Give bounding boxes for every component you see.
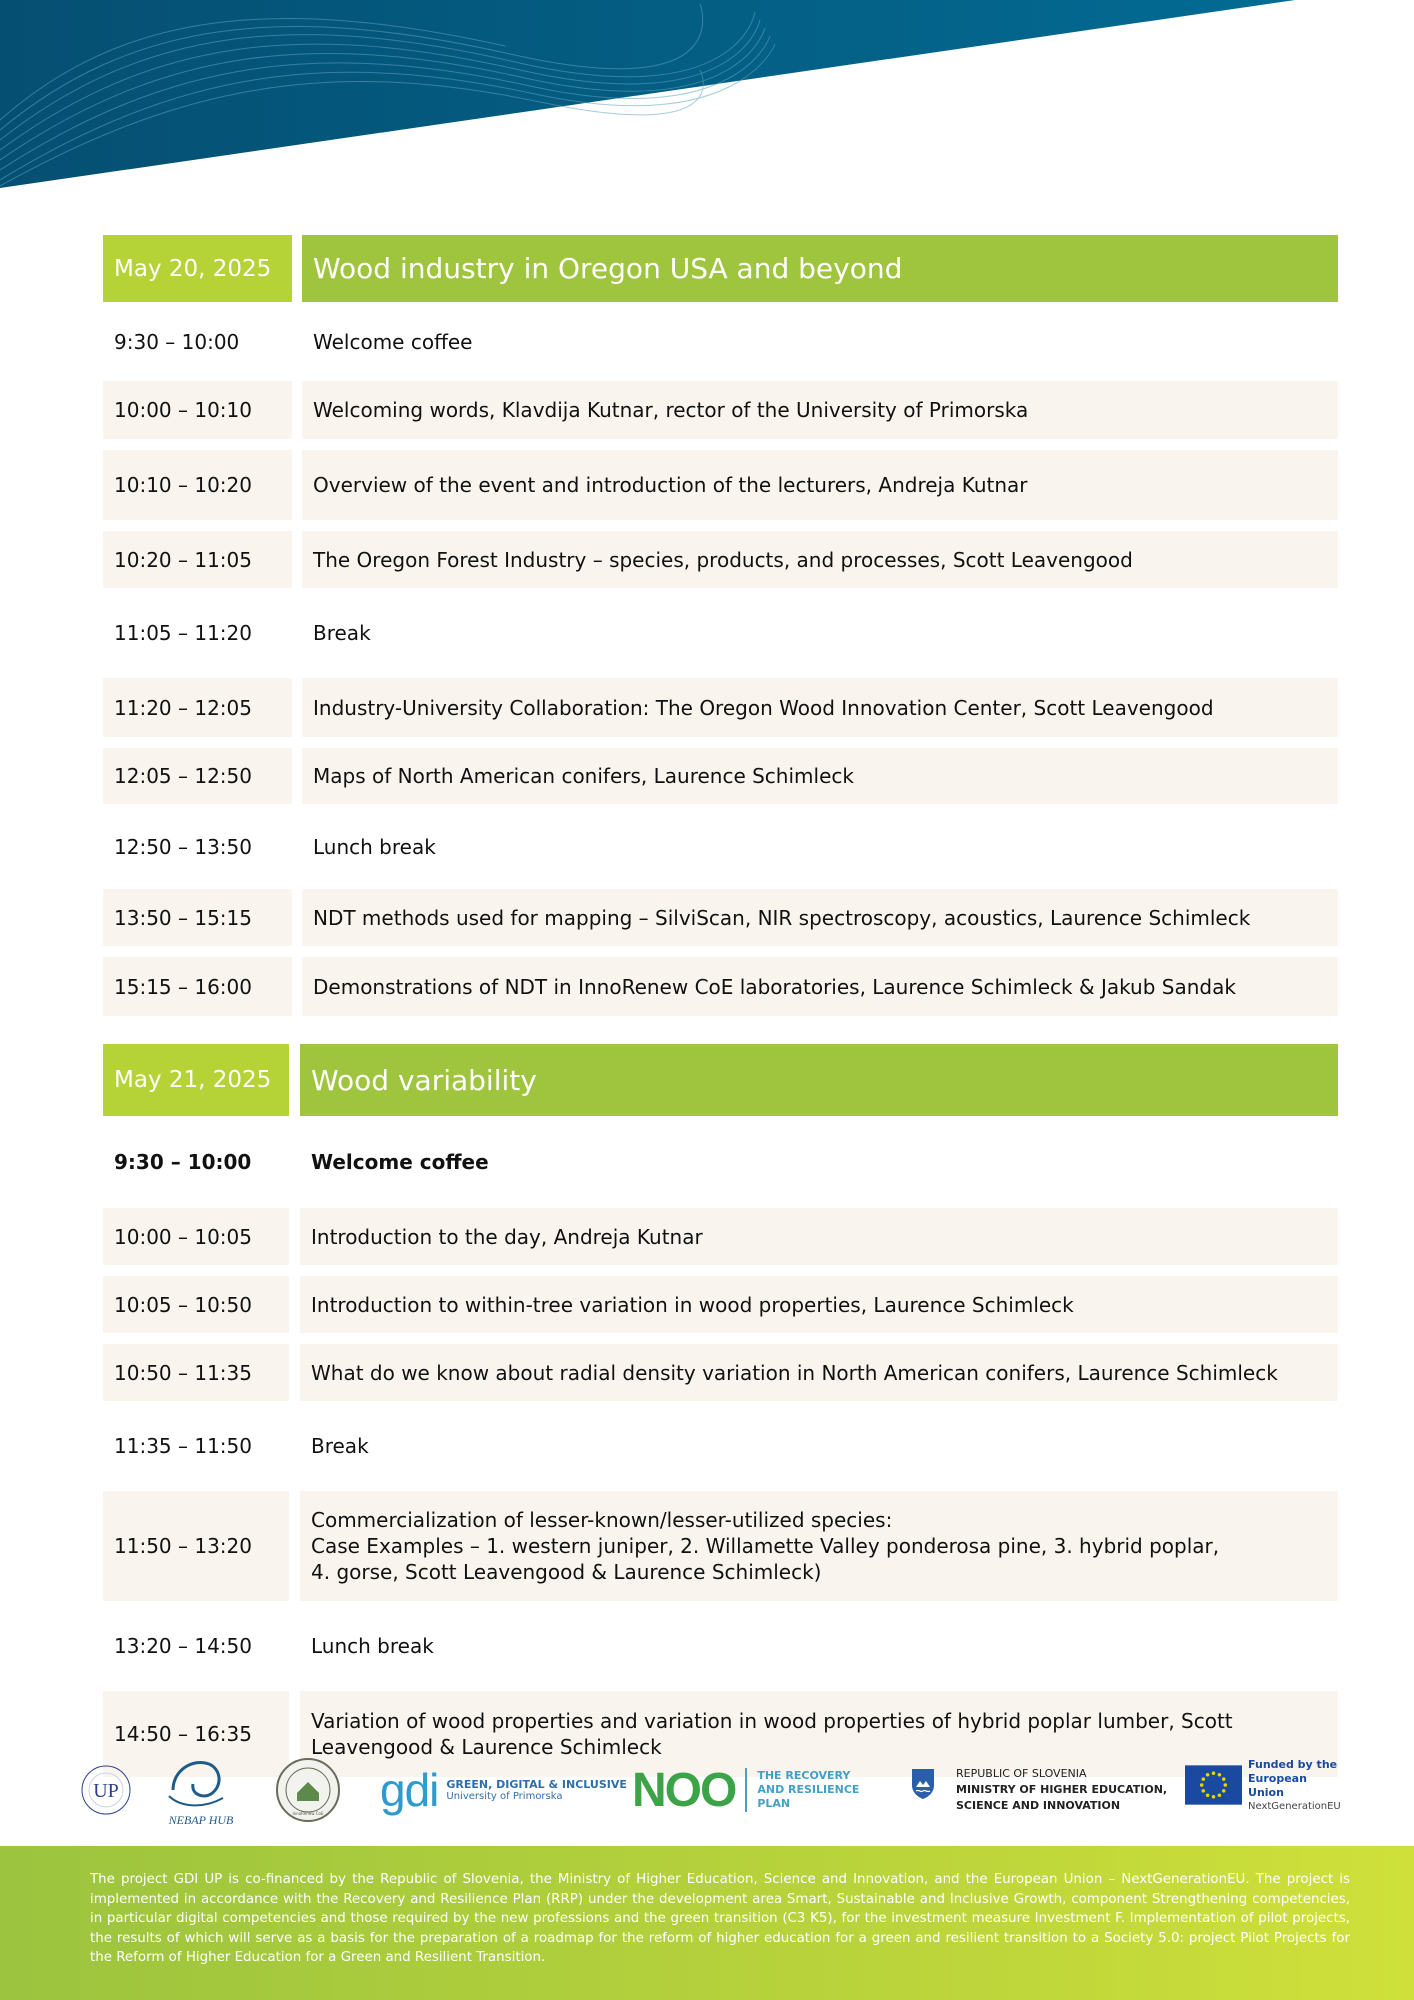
session-title: Commercialization of lesser-known/lesser-utilized species: Case Examples – 1. western juniper, 2. Willamette Valley ponderosa pine, 3. hybrid poplar, 4. gorse, Scott Leavengood & Laurence Schimleck) [300, 1491, 1338, 1601]
schedule-row [103, 1344, 1338, 1401]
session-time: 9:30 – 10:00 [114, 329, 240, 354]
eu-line-2: European Union [1248, 1772, 1307, 1799]
house-seal-icon [275, 1755, 341, 1825]
session-title: Industry-University Collaboration: The Oregon Wood Innovation Center, Scott Leavengood [302, 678, 1338, 737]
eu-flag-icon [1185, 1765, 1242, 1805]
session-title: Overview of the event and introduction of the lecturers, Andreja Kutnar [302, 450, 1338, 520]
svg-text:InnoRenew CoE: InnoRenew CoE [292, 1811, 324, 1816]
schedule-row [103, 815, 1338, 878]
session-time: 9:30 – 10:00 [114, 1150, 252, 1174]
ministry-line-1: REPUBLIC OF SLOVENIA [956, 1767, 1087, 1780]
session-time: 14:50 – 16:35 [103, 1691, 289, 1777]
schedule-row [103, 1276, 1338, 1333]
day-section-2 [103, 1044, 1338, 1788]
session-time: 11:20 – 12:05 [103, 678, 292, 737]
schedule-row [103, 678, 1338, 737]
footer-banner [0, 1846, 1414, 2000]
schedule-row [103, 1208, 1338, 1265]
noo-line-3: PLAN [757, 1797, 791, 1810]
gdi-mark: gdi [380, 1764, 439, 1816]
session-time: 15:15 – 16:00 [103, 957, 292, 1016]
session-title: Welcome coffee [311, 1150, 489, 1174]
session-time: 11:50 – 13:20 [103, 1491, 289, 1601]
schedule-row [103, 381, 1338, 439]
schedule-row [103, 450, 1338, 520]
session-time: 10:50 – 11:35 [103, 1344, 289, 1401]
day-date: May 20, 2025 [103, 235, 292, 302]
session-time: 10:00 – 10:10 [103, 381, 292, 439]
gdi-line-1: GREEN, DIGITAL & INCLUSIVE [446, 1778, 627, 1791]
schedule-row [103, 1491, 1338, 1601]
session-title: Introduction to the day, Andreja Kutnar [300, 1208, 1338, 1265]
svg-text:UP: UP [93, 1780, 119, 1802]
session-time: 12:05 – 12:50 [103, 748, 292, 804]
session-title: Introduction to within-tree variation in wood properties, Laurence Schimleck [300, 1276, 1338, 1333]
nebap-hub-logo [163, 1750, 235, 1830]
header-banner [0, 0, 1414, 200]
session-title: Demonstrations of NDT in InnoRenew CoE laboratories, Laurence Schimleck & Jakub Sandak [302, 957, 1338, 1016]
ministry-line-2: MINISTRY OF HIGHER EDUCATION, [956, 1783, 1168, 1796]
session-time: 13:20 – 14:50 [114, 1634, 252, 1658]
session-time: 10:05 – 10:50 [103, 1276, 289, 1333]
day-date: May 21, 2025 [103, 1044, 289, 1116]
day-section-1 [103, 235, 1338, 1027]
gdi-line-2: University of Primorska [446, 1791, 563, 1802]
schedule-row [103, 531, 1338, 588]
session-title: What do we know about radial density variation in North American conifers, Laurence Schimleck [300, 1344, 1338, 1401]
innorenew-seal-logo [275, 1750, 341, 1830]
noo-line-2: AND RESILIENCE [757, 1783, 860, 1796]
slovenia-coat-of-arms-icon [910, 1767, 936, 1801]
session-title: Welcome coffee [313, 329, 473, 354]
svg-text:NEBAP HUB: NEBAP HUB [168, 1813, 234, 1827]
schedule-row [103, 889, 1338, 946]
partner-logos [75, 1750, 1345, 1830]
session-time: 12:50 – 13:50 [114, 834, 252, 859]
schedule-row [103, 1412, 1338, 1480]
noo-mark: NOO [632, 1763, 736, 1817]
session-time: 10:00 – 10:05 [103, 1208, 289, 1265]
schedule-row [103, 599, 1338, 667]
noo-logo [632, 1750, 859, 1830]
funding-statement: The project GDI UP is co-financed by the Republic of Slovenia, the Ministry of Higher Education, Science and Innovation, and the European Union – NextGenerationEU. The project is implemented in accordance with the Recovery and Resilience Plan (RRP) under the development area Smart, Sustainable and Inclusive Growth, component Strengthening competencies, in particular digital competencies and those required by the new professions and the green transition (C3 K5), for the investment measure Investment F. Implementation of pilot projects, the results of which will serve as a basis for the preparation of a roadmap for the reform of higher education for a green and resilient transition to a Society 5.0: project Pilot Projects for the Reform of Higher Education for a Green and Resilient Transition. [90, 1872, 1350, 1965]
schedule-row [103, 748, 1338, 804]
session-title: Lunch break [313, 834, 436, 859]
session-time: 11:05 – 11:20 [114, 621, 252, 645]
session-time: 11:35 – 11:50 [114, 1434, 252, 1458]
ministry-logo [910, 1750, 1167, 1830]
schedule-row [103, 957, 1338, 1016]
session-time: 10:10 – 10:20 [103, 450, 292, 520]
up-logo [80, 1750, 132, 1830]
nebap-wave-icon [163, 1750, 235, 1830]
gdi-logo [380, 1750, 627, 1830]
eu-line-1: Funded by the [1248, 1758, 1338, 1771]
university-seal-icon [80, 1752, 132, 1828]
noo-line-1: THE RECOVERY [757, 1769, 851, 1782]
schedule-row [103, 1127, 1338, 1197]
session-title: Lunch break [311, 1634, 434, 1658]
day-title: Wood industry in Oregon USA and beyond [302, 235, 1338, 302]
session-title: Welcoming words, Klavdija Kutnar, rector of the University of Primorska [302, 381, 1338, 439]
session-title: Break [311, 1434, 369, 1458]
day-title: Wood variability [300, 1044, 1338, 1116]
session-title: Break [313, 621, 371, 645]
session-title: NDT methods used for mapping – SilviScan, NIR spectroscopy, acoustics, Laurence Schimleck [302, 889, 1338, 946]
session-time: 10:20 – 11:05 [103, 531, 292, 588]
schedule-row [103, 1612, 1338, 1680]
session-title: Variation of wood properties and variation in wood properties of hybrid poplar lumber, Scott Leavengood & Laurence Schimleck [300, 1691, 1338, 1777]
ministry-line-3: SCIENCE AND INNOVATION [956, 1799, 1121, 1812]
session-title: The Oregon Forest Industry – species, products, and processes, Scott Leavengood [302, 531, 1338, 588]
day-header [103, 235, 1338, 302]
eu-logo [1185, 1750, 1345, 1830]
session-time: 13:50 – 15:15 [103, 889, 292, 946]
schedule-row [103, 313, 1338, 370]
session-title: Maps of North American conifers, Laurence Schimleck [302, 748, 1338, 804]
day-header [103, 1044, 1338, 1116]
eu-line-3: NextGenerationEU [1248, 1801, 1341, 1812]
